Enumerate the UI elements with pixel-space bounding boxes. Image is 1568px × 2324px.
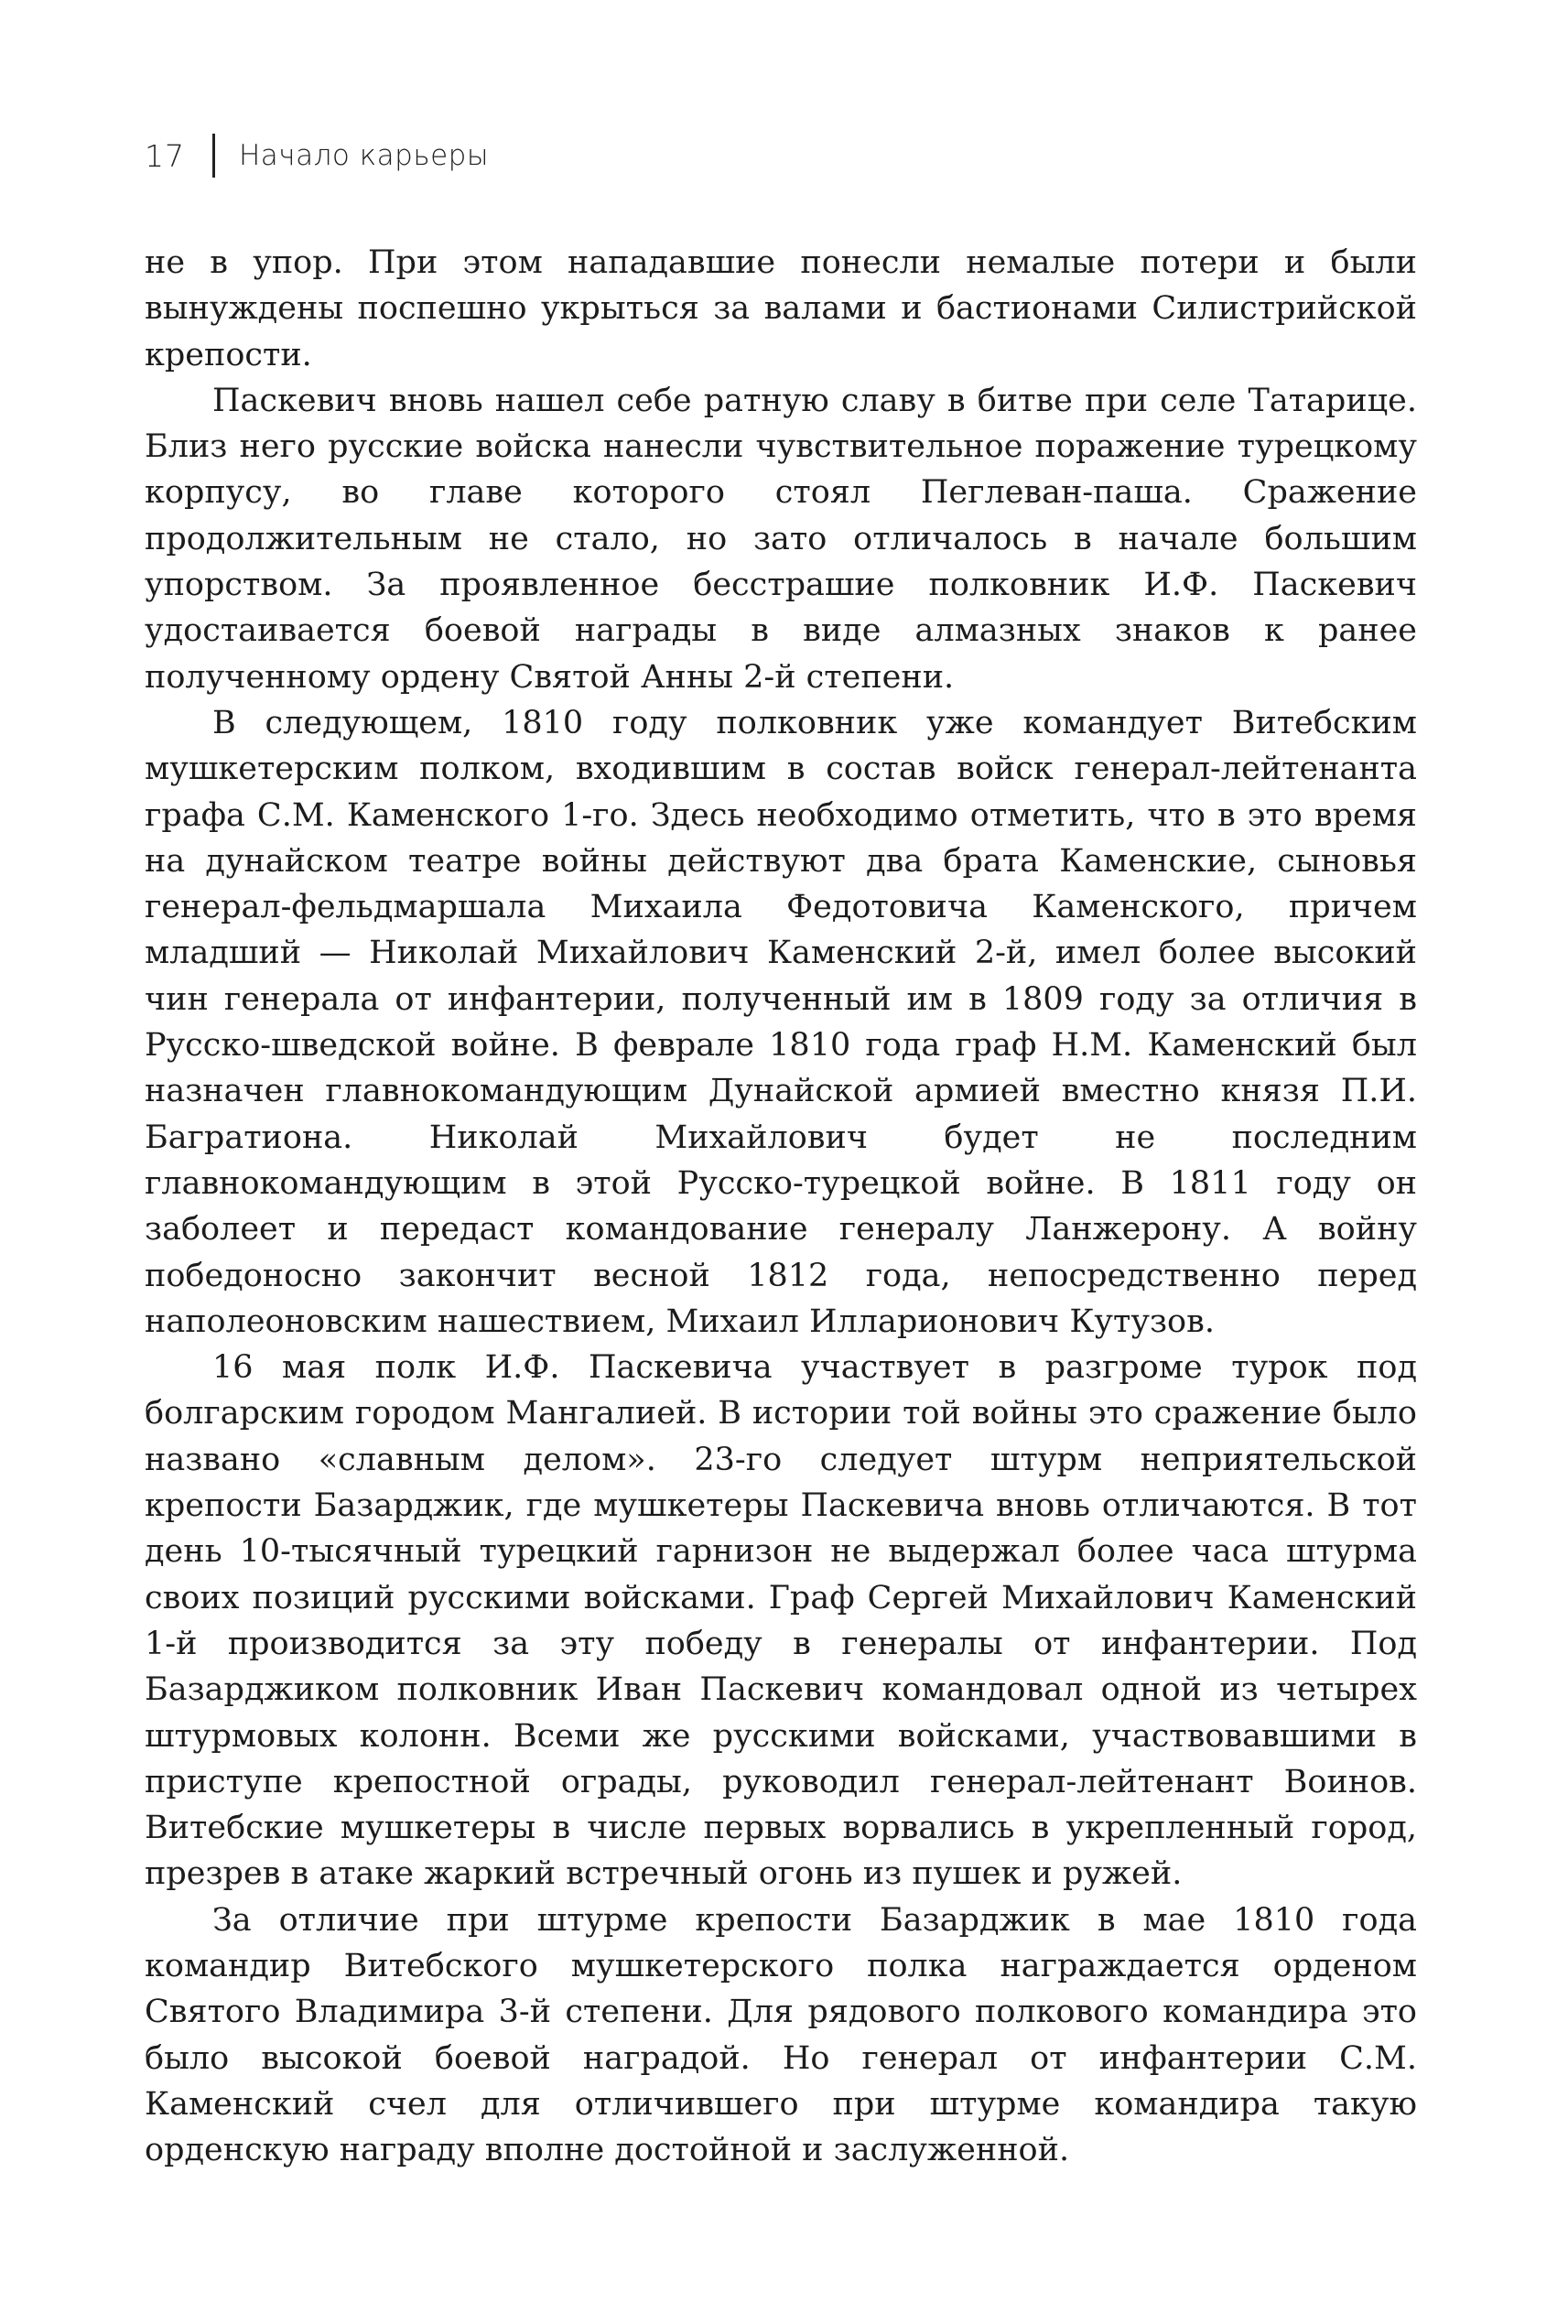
running-head-divider [212, 134, 215, 178]
paragraph-1: не в упор. При этом нападавшие понесли немалые потери и были вынуждены поспешно укрыться за валами и бастионами Силистрийской крепости. [145, 244, 1417, 373]
section-title: Начало карьеры [239, 139, 490, 172]
paragraph-3: В следующем, 1810 году полковник уже командует Витебским мушкетерским полком, входившим в состав войск генерал-лейтенанта графа С.М. Каменского 1-го. Здесь необходимо отметить, что в это время на дунайском театре войны действуют два брата Каменские, сыновья генерал-фельдмаршала Михаила Федотовича Каменского, причем младший — Николай Михайлович Каменский 2-й, имел более высокий чин генерала от инфантерии, полученный им в 1809 году за отличия в Русско-шведской войне. В феврале 1810 года граф Н.М. Каменский был назначен главнокомандующим Дунайской армией вместно князя П.И. Багратиона. Николай Михайлович будет не последним главнокомандующим в этой Русско-турецкой войне. В 1811 году он заболеет и передаст командование генералу Ланжерону. А войну победоносно закончит весной 1812 года, непосредственно перед наполеоновским нашествием, Михаил Илларионович Кутузов. [145, 704, 1417, 1340]
paragraph-2: Паскевич вновь нашел себе ратную славу в битве при селе Татарице. Близ него русские войска нанесли чувствительное поражение турецкому корпусу, во главе которого стоял Пеглеван-паша. Сражение продолжительным не стало, но зато отличалось в начале большим упорством. За проявленное бесстрашие полковник И.Ф. Паскевич удостаивается боевой награды в виде алмазных знаков к ранее полученному ордену Святой Анны 2-й степени. [145, 382, 1417, 696]
body-text [145, 240, 1417, 2173]
paragraph-4: 16 мая полк И.Ф. Паскевича участвует в разгроме турок под болгарским городом Мангалией. В истории той войны это сражение было названо «славным делом». 23-го следует штурм неприятельской крепости Базарджик, где мушкетеры Паскевича вновь отличаются. В тот день 10-тысячный турецкий гарнизон не выдержал более часа штурма своих позиций русскими войсками. Граф Сергей Михайлович Каменский 1-й производится за эту победу в генералы от инфантерии. Под Базарджиком полковник Иван Паскевич командовал одной из четырех штурмовых колонн. Всеми же русскими войсками, участвовавшими в приступе крепостной ограды, руководил генерал-лейтенант Воинов. Витебские мушкетеры в числе первых ворвались в укрепленный город, презрев в атаке жаркий встречный огонь из пушек и ружей. [145, 1349, 1417, 1893]
paragraph-5: За отличие при штурме крепости Базарджик в мае 1810 года командир Витебского мушкетерского полка награждается орденом Святого Владимира 3-й степени. Для рядового полкового командира это было высокой боевой наградой. Но генерал от инфантерии С.М. Каменский счел для отличившего при штурме командира такую орденскую награду вполне достойной и заслуженной. [145, 1901, 1417, 2169]
page-number: 17 [145, 137, 185, 174]
running-head [145, 128, 489, 183]
